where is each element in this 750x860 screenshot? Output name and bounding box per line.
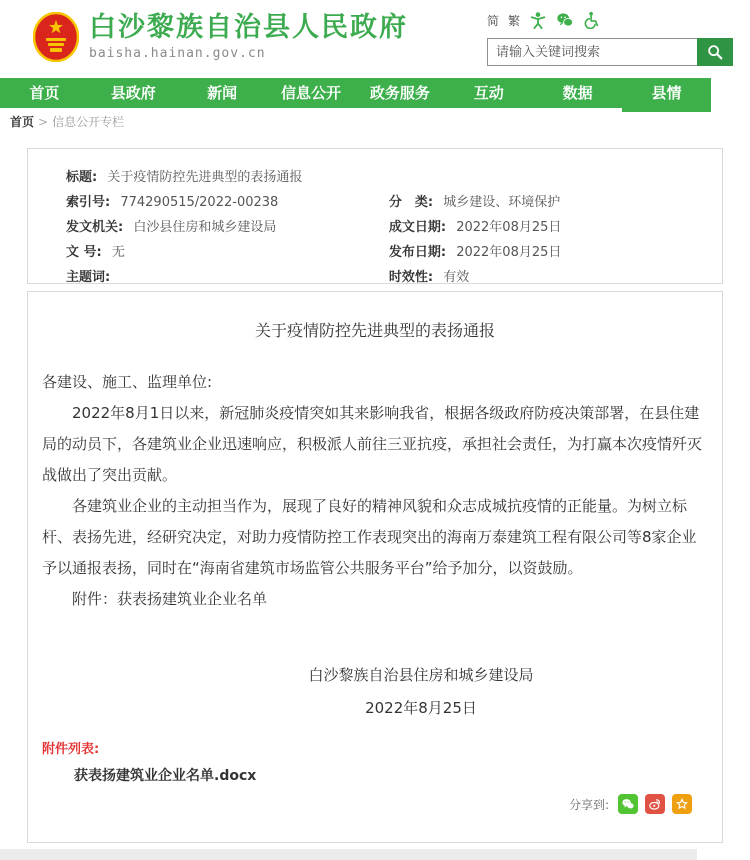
document-salutation: 各建设、施工、监理单位: [42,373,213,391]
site-header [0,0,750,78]
lang-traditional-button[interactable]: 繁 [508,13,521,28]
signature-date: 2022年8月25日 [365,699,477,717]
document-paragraph: 各建筑业企业的主动担当作为，展现了良好的精神风貌和众志成城抗疫情的正能量。为树立标杆、表扬先进，经研究决定，对助力疫情防控工作表现突出的海南万泰建筑工程有限公司等8家企业予以通报表扬，同时在“海南省建筑市场监管公共服务平台”给予加分，以资鼓励。 [42,497,697,577]
nav-item-gov-services[interactable]: 政务服务 [369,84,430,102]
meta-validity-cell [389,266,722,285]
wheelchair-icon[interactable] [583,11,601,29]
document-body [42,367,708,615]
meta-keywords-cell [28,266,389,285]
search-button[interactable] [697,38,733,66]
share-bar [569,794,692,814]
share-qzone-icon[interactable] [672,794,692,814]
site-logo[interactable] [33,12,408,62]
lang-simplified-button[interactable]: 简 [487,13,500,28]
meta-row [28,188,722,213]
breadcrumb-current: 信息公开专栏 [52,115,125,129]
search-icon [706,43,724,61]
meta-written-date-cell [389,216,722,235]
attachment-file-link[interactable]: 获表扬建筑业企业名单.docx [74,768,257,784]
meta-category-value: 城乡建设、环境保护 [443,195,561,210]
nav-item-info-disclosure[interactable]: 信息公开 [281,84,342,102]
site-name: 白沙黎族自治县人民政府 [89,12,408,43]
document-title: 关于疫情防控先进典型的表扬通报 [254,321,495,340]
meta-index-cell [28,191,389,210]
share-label: 分享到: [568,797,609,812]
accessibility-person-icon[interactable] [529,11,547,29]
site-title-block [89,13,408,61]
meta-issuer-value: 白沙县住房和城乡建设局 [133,220,277,235]
meta-written-date-label: 成文日期: [388,220,447,235]
breadcrumb-separator: > [38,115,49,129]
nav-item-county-profile[interactable]: 县情 [622,78,711,112]
meta-doc-number-value: 无 [111,245,125,260]
meta-publish-date-cell [389,241,722,260]
document-meta-box [27,148,723,284]
meta-row [28,263,722,288]
meta-validity-value: 有效 [443,270,470,285]
search-bar [487,38,733,66]
nav-item-interaction[interactable]: 互动 [473,84,504,102]
main-nav [0,78,711,108]
meta-publish-date-label: 发布日期: [388,245,447,260]
meta-category-cell [389,191,722,210]
document-content-box [27,291,723,843]
meta-row-title [28,163,722,188]
meta-row [28,213,722,238]
site-url: baisha.hainan.gov.cn [89,46,266,61]
meta-category-label: 分 类: [388,195,434,210]
share-weibo-icon[interactable] [645,794,665,814]
signature-org: 白沙黎族自治县住房和城乡建设局 [308,666,534,684]
attachment-section [42,739,708,787]
meta-row [28,238,722,263]
meta-title-cell [28,166,722,185]
meta-validity-label: 时效性: [388,270,434,285]
nav-item-county-gov[interactable]: 县政府 [110,84,156,102]
national-emblem-icon [33,12,79,62]
footer-bar [0,849,697,860]
meta-doc-number-cell [28,241,389,260]
nav-item-news[interactable]: 新闻 [207,84,238,102]
nav-item-data[interactable]: 数据 [562,84,593,102]
meta-keywords-label: 主题词: [66,270,111,285]
meta-publish-date-value: 2022年08月25日 [456,245,562,260]
meta-index-label: 索引号: [66,195,111,210]
nav-item-home[interactable]: 首页 [29,84,60,102]
meta-doc-number-label: 文 号: [66,245,102,260]
meta-index-value: 774290515/2022-00238 [120,195,279,210]
search-input[interactable] [487,38,697,66]
meta-issuer-label: 发文机关: [66,220,124,235]
breadcrumb [10,113,124,130]
meta-title-label: 标题: [66,170,98,185]
header-tools [487,10,737,66]
attachment-list-label: 附件列表: [42,742,100,757]
meta-issuer-cell [28,216,389,235]
meta-title-value: 关于疫情防控先进典型的表扬通报 [107,170,303,185]
signature-block [42,659,708,725]
meta-written-date-value: 2022年08月25日 [456,220,562,235]
wechat-icon[interactable] [556,11,574,29]
share-wechat-icon[interactable] [618,794,638,814]
document-paragraph: 2022年8月1日以来，新冠肺炎疫情突如其来影响我省，根据各级政府防疫决策部署，在县住建局的动员下，各建筑业企业迅速响应，积极派人前往三亚抗疫，承担社会责任，为打赢本次疫情歼灭战做出了突出贡献。 [42,404,703,484]
header-tool-row [487,10,737,30]
breadcrumb-home-link[interactable]: 首页 [10,115,35,129]
document-attachment-line: 附件：获表扬建筑业企业名单 [72,590,268,608]
